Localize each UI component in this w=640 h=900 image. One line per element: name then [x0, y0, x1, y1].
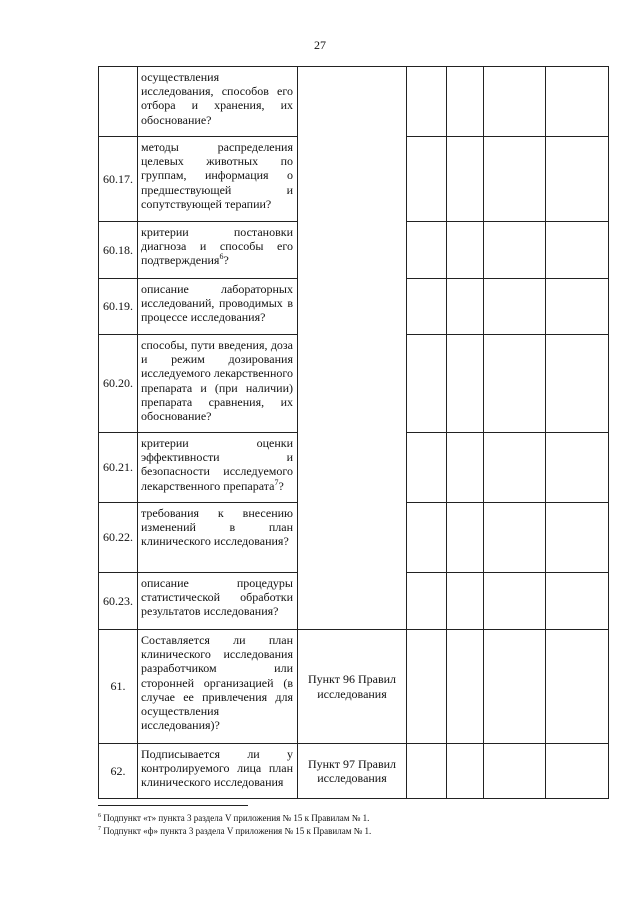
checklist-table [98, 66, 609, 799]
question-text-body: критерии постановки диагноза и способы его подтверждения [141, 225, 293, 268]
item-number: 62. [99, 744, 138, 799]
answer-cell-note [546, 67, 609, 137]
question-text [138, 573, 298, 630]
answer-cell-yes [407, 433, 447, 503]
question-text [138, 67, 298, 137]
answer-cell-no [447, 222, 484, 279]
answer-cell-no [447, 744, 484, 799]
question-text [138, 279, 298, 335]
question-text-body: способы, пути введения, доза и режим дозирования исследуемого лекарственного препарата и (при наличии) препарата сравнения, их обоснование? [141, 338, 293, 424]
question-text-body: требования к внесению изменений в план клинического исследования? [141, 506, 293, 549]
footnote [98, 812, 371, 825]
answer-cell-na [484, 433, 546, 503]
question-text-body: осуществления исследования, способов его отбора и хранения, их обоснование? [141, 70, 293, 127]
answer-cell-note [546, 630, 609, 744]
answer-cell-note [546, 744, 609, 799]
question-text-body: Составляется ли план клинического исследования разработчиком или сторонней организацией (в случае ее привлечения для осуществления исследования)? [141, 633, 293, 733]
page-number: 27 [314, 38, 326, 52]
footnote [98, 825, 371, 838]
question-text-body: Подписывается ли у контролируемого лица план клинического исследования [141, 747, 293, 790]
answer-cell-yes [407, 67, 447, 137]
answer-cell-no [447, 67, 484, 137]
answer-cell-note [546, 335, 609, 433]
question-text [138, 503, 298, 573]
question-text-end: ? [223, 253, 229, 268]
item-number [99, 67, 138, 137]
footnote-text: Подпункт «т» пункта 3 раздела V приложения № 15 к Правилам № 1. [101, 813, 370, 823]
answer-cell-no [447, 137, 484, 222]
item-number: 60.17. [99, 137, 138, 222]
answer-cell-yes [407, 503, 447, 573]
answer-cell-yes [407, 137, 447, 222]
footnote-text: Подпункт «ф» пункта 3 раздела V приложения № 15 к Правилам № 1. [101, 826, 372, 836]
item-number: 60.19. [99, 279, 138, 335]
footnote-mark: 6 [98, 813, 101, 819]
answer-cell-yes [407, 279, 447, 335]
question-text-body: методы распределения целевых животных по группам, информация о предшествующей и сопутствующей терапии? [141, 140, 293, 211]
question-text [138, 433, 298, 503]
question-text [138, 222, 298, 279]
answer-cell-na [484, 573, 546, 630]
question-text-end: ? [278, 478, 284, 493]
answer-cell-no [447, 279, 484, 335]
table-row [99, 67, 609, 137]
answer-cell-na [484, 279, 546, 335]
answer-cell-na [484, 503, 546, 573]
answer-cell-na [484, 630, 546, 744]
answer-cell-na [484, 744, 546, 799]
answer-cell-note [546, 503, 609, 573]
footnote-divider [98, 805, 248, 806]
legal-reference: Пункт 97 Правил исследования [298, 744, 407, 799]
question-text-body: критерии оценки эффективности и безопасности исследуемого лекарственного препарата [141, 436, 293, 493]
legal-reference [298, 67, 407, 630]
item-number: 60.18. [99, 222, 138, 279]
footnote-mark: 7 [98, 826, 101, 832]
answer-cell-yes [407, 335, 447, 433]
question-text [138, 630, 298, 744]
question-text [138, 744, 298, 799]
answer-cell-no [447, 630, 484, 744]
legal-reference: Пункт 96 Правил исследования [298, 630, 407, 744]
answer-cell-note [546, 137, 609, 222]
answer-cell-yes [407, 744, 447, 799]
question-text [138, 335, 298, 433]
table-row [99, 744, 609, 799]
answer-cell-note [546, 279, 609, 335]
item-number: 60.23. [99, 573, 138, 630]
answer-cell-yes [407, 630, 447, 744]
answer-cell-na [484, 222, 546, 279]
answer-cell-no [447, 335, 484, 433]
item-number: 60.20. [99, 335, 138, 433]
answer-cell-no [447, 433, 484, 503]
item-number: 61. [99, 630, 138, 744]
answer-cell-no [447, 503, 484, 573]
answer-cell-note [546, 433, 609, 503]
footnotes [98, 812, 371, 838]
answer-cell-na [484, 137, 546, 222]
answer-cell-no [447, 573, 484, 630]
answer-cell-note [546, 222, 609, 279]
answer-cell-note [546, 573, 609, 630]
footnote-ref: 6 [219, 252, 224, 262]
item-number: 60.22. [99, 503, 138, 573]
answer-cell-yes [407, 222, 447, 279]
table-row [99, 630, 609, 744]
item-number: 60.21. [99, 433, 138, 503]
answer-cell-yes [407, 573, 447, 630]
question-text-body: описание лабораторных исследований, проводимых в процессе исследования? [141, 282, 293, 325]
question-text-body: описание процедуры статистической обработки результатов исследования? [141, 576, 293, 619]
answer-cell-na [484, 67, 546, 137]
footnote-ref: 7 [274, 477, 279, 487]
answer-cell-na [484, 335, 546, 433]
question-text [138, 137, 298, 222]
